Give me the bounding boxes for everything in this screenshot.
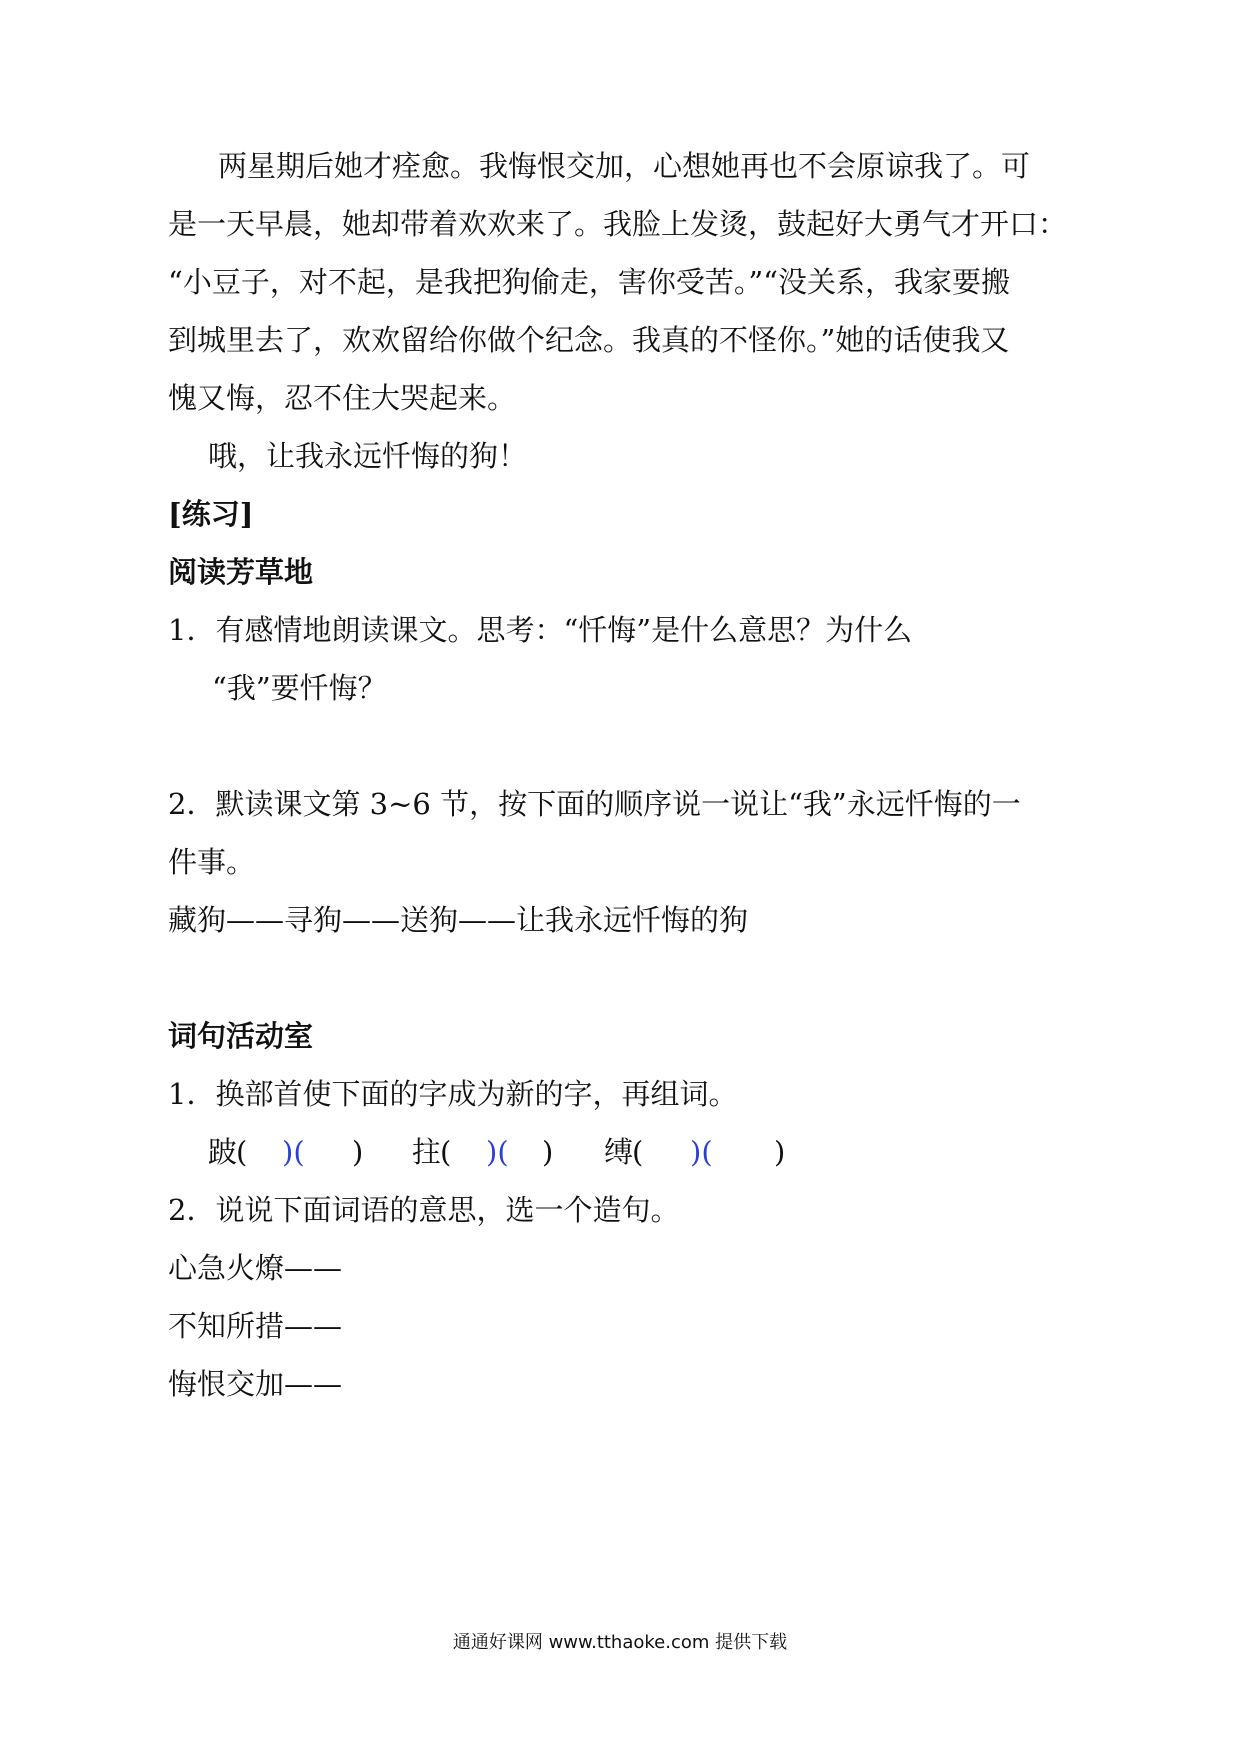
radical-item-2-mid: )( xyxy=(486,1135,509,1169)
radical-item-3-mid: )( xyxy=(690,1135,713,1169)
words-question-1: 1．换部首使下面的字成为新的字，再组词。 xyxy=(168,1077,738,1111)
phrase-1: 心急火燎—— xyxy=(168,1251,343,1285)
radical-item-2-open: ( xyxy=(440,1135,452,1169)
radical-item-1-close: ) xyxy=(352,1135,364,1169)
reading-sequence: 藏狗——寻狗——送狗——让我永远忏悔的狗 xyxy=(168,903,749,937)
reading-section-title: 阅读芳草地 xyxy=(168,555,314,589)
story-line-1: 两星期后她才痊愈。我悔恨交加，心想她再也不会原谅我了。可 xyxy=(218,149,1031,183)
story-line-4: 到城里去了，欢欢留给你做个纪念。我真的不怪你。”她的话使我又 xyxy=(168,323,1010,357)
phrase-2: 不知所措—— xyxy=(168,1309,343,1343)
reading-question-2-line-1: 2．默读课文第 3~6 节，按下面的顺序说一说让“我”永远忏悔的一 xyxy=(168,787,1021,821)
story-line-5: 愧又悔，忍不住大哭起来。 xyxy=(168,381,517,415)
reading-question-1-line-2: “我”要忏悔？ xyxy=(212,671,387,705)
words-section-title: 词句活动室 xyxy=(168,1019,314,1053)
reading-question-1-line-1: 1．有感情地朗读课文。思考：“忏悔”是什么意思？为什么 xyxy=(168,613,913,647)
radical-item-1-mid: )( xyxy=(282,1135,305,1169)
radical-item-1-char: 跛 xyxy=(208,1135,238,1169)
phrase-3: 悔恨交加—— xyxy=(168,1367,343,1401)
story-line-3: “小豆子，对不起，是我把狗偷走，害你受苦。”“没关系，我家要搬 xyxy=(168,265,1010,299)
radical-item-3-close: ) xyxy=(774,1135,786,1169)
words-question-2: 2．说说下面词语的意思，选一个造句。 xyxy=(168,1193,680,1227)
exercise-heading: [练习] xyxy=(168,497,254,531)
radical-item-2-close: ) xyxy=(542,1135,554,1169)
reading-question-2-line-2: 件事。 xyxy=(168,845,256,879)
story-closing-line: 哦，让我永远忏悔的狗！ xyxy=(208,439,528,473)
radical-item-1-open: ( xyxy=(236,1135,248,1169)
radical-item-2-char: 拄 xyxy=(412,1135,442,1169)
story-line-2: 是一天早晨，她却带着欢欢来了。我脸上发烫，鼓起好大勇气才开口： xyxy=(168,207,1068,241)
radical-item-3-char: 缚 xyxy=(604,1135,634,1169)
page-footer: 通通好课网 www.tthaoke.com 提供下载 xyxy=(452,1632,788,1653)
radical-item-3-open: ( xyxy=(632,1135,644,1169)
